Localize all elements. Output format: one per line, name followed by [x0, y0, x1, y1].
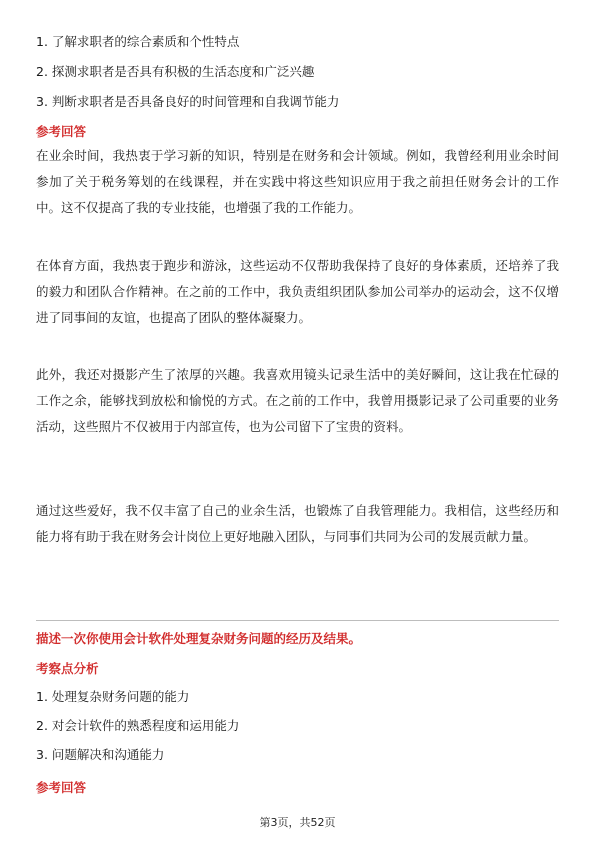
answer-heading: 参考回答	[36, 780, 87, 795]
section-divider	[36, 620, 559, 621]
answer-paragraph: 通过这些爱好，我不仅丰富了自己的业余生活，也锻炼了自我管理能力。我相信，这些经历和能力将有助于我在财务会计岗位上更好地融入团队，与同事们共同为公司的发展贡献力量。	[36, 503, 559, 544]
list-item: 2. 探测求职者是否具有积极的生活态度和广泛兴趣	[36, 64, 315, 79]
analysis-heading: 考察点分析	[36, 661, 99, 676]
question-heading: 描述一次你使用会计软件处理复杂财务问题的经历及结果。	[36, 631, 362, 646]
page-number: 第3页，共52页	[259, 816, 336, 829]
list-item: 1. 了解求职者的综合素质和个性特点	[36, 34, 240, 49]
list-item: 1. 处理复杂财务问题的能力	[36, 689, 190, 704]
answer-heading: 参考回答	[36, 124, 87, 139]
list-item: 3. 判断求职者是否具备良好的时间管理和自我调节能力	[36, 94, 340, 109]
answer-paragraph: 在业余时间，我热衷于学习新的知识，特别是在财务和会计领域。例如，我曾经利用业余时间参加了关于税务筹划的在线课程，并在实践中将这些知识应用于我之前担任财务会计的工作中。这不仅提高了我的专业技能，也增强了我的工作能力。	[36, 148, 559, 215]
list-item: 3. 问题解决和沟通能力	[36, 747, 165, 762]
answer-paragraph: 在体育方面，我热衷于跑步和游泳，这些运动不仅帮助我保持了良好的身体素质，还培养了我的毅力和团队合作精神。在之前的工作中，我负责组织团队参加公司举办的运动会，这不仅增进了同事间的友谊，也提高了团队的整体凝聚力。	[36, 258, 559, 325]
answer-paragraph: 此外，我还对摄影产生了浓厚的兴趣。我喜欢用镜头记录生活中的美好瞬间，这让我在忙碌的工作之余，能够找到放松和愉悦的方式。在之前的工作中，我曾用摄影记录了公司重要的业务活动，这些照片不仅被用于内部宣传，也为公司留下了宝贵的资料。	[36, 367, 559, 434]
list-item: 2. 对会计软件的熟悉程度和运用能力	[36, 718, 240, 733]
